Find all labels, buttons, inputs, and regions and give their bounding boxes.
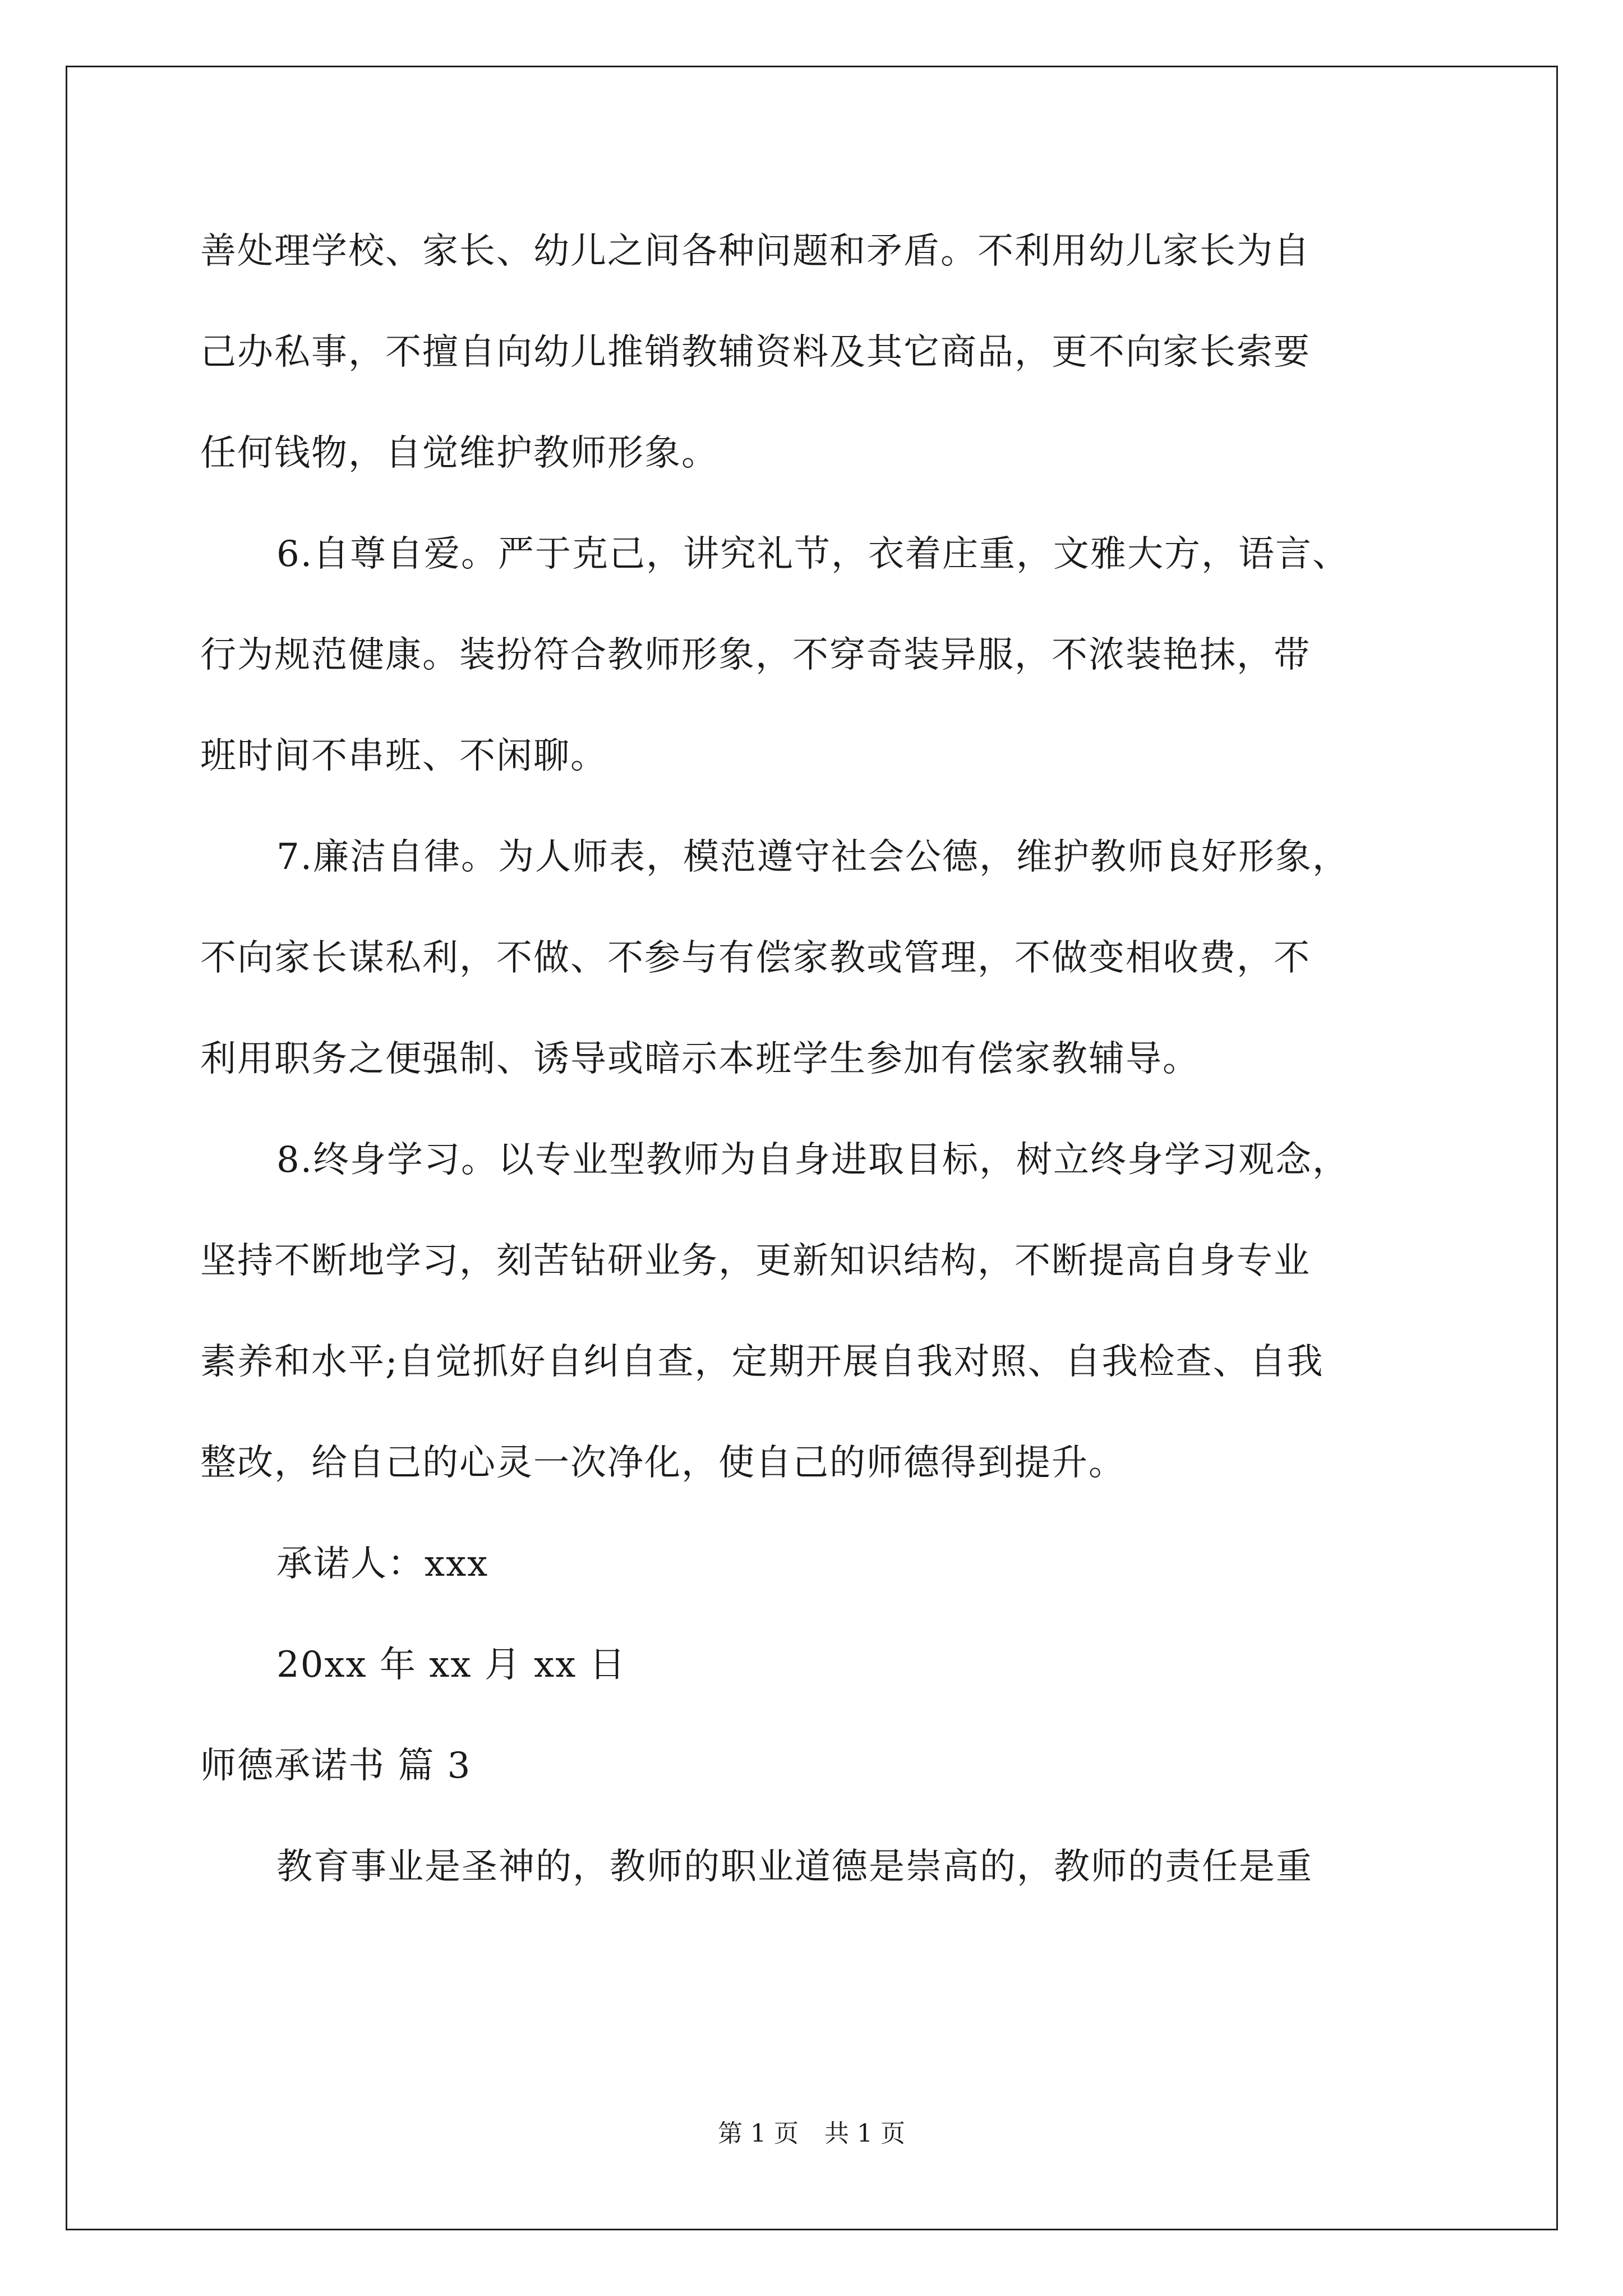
clause-6-heading-line: 6.自尊自爱。严于克己，讲究礼节，衣着庄重，文雅大方，语言、 — [276, 533, 1350, 575]
body-line: 整改，给自己的心灵一次净化，使自己的师德得到提升。 — [200, 1442, 1126, 1484]
section-heading: 师德承诺书 篇 3 — [200, 1745, 472, 1787]
body-line: 不向家长谋私利，不做、不参与有偿家教或管理，不做变相收费，不 — [200, 937, 1311, 979]
body-line: 行为规范健康。装扮符合教师形象，不穿奇装异服，不浓装艳抹，带 — [200, 634, 1311, 676]
body-line: 任何钱物，自觉维护教师形象。 — [200, 432, 718, 474]
clause-8-heading-line: 8.终身学习。以专业型教师为自身进取目标，树立终身学习观念， — [276, 1139, 1350, 1181]
page-total: 共 1 页 — [824, 2119, 905, 2148]
body-line: 班时间不串班、不闲聊。 — [200, 735, 607, 777]
signatory-line: 承诺人：xxx — [276, 1543, 489, 1585]
page-footer — [0, 2117, 1623, 2151]
body-line: 利用职务之便强制、诱导或暗示本班学生参加有偿家教辅导。 — [200, 1038, 1200, 1080]
page-number: 第 1 页 — [718, 2119, 799, 2148]
date-line: 20xx 年 xx 月 xx 日 — [276, 1644, 626, 1686]
body-line: 素养和水平;自觉抓好自纠自查，定期开展自我对照、自我检查、自我 — [200, 1341, 1324, 1383]
body-line: 己办私事，不擅自向幼儿推销教辅资料及其它商品，更不向家长索要 — [200, 332, 1311, 373]
clause-7-heading-line: 7.廉洁自律。为人师表，模范遵守社会公德，维护教师良好形象， — [276, 836, 1350, 878]
body-line: 教育事业是圣神的，教师的职业道德是崇高的，教师的责任是重 — [276, 1846, 1313, 1888]
body-line: 善处理学校、家长、幼儿之间各种问题和矛盾。不利用幼儿家长为自 — [200, 231, 1311, 272]
body-line: 坚持不断地学习，刻苦钻研业务，更新知识结构，不断提高自身专业 — [200, 1240, 1311, 1282]
